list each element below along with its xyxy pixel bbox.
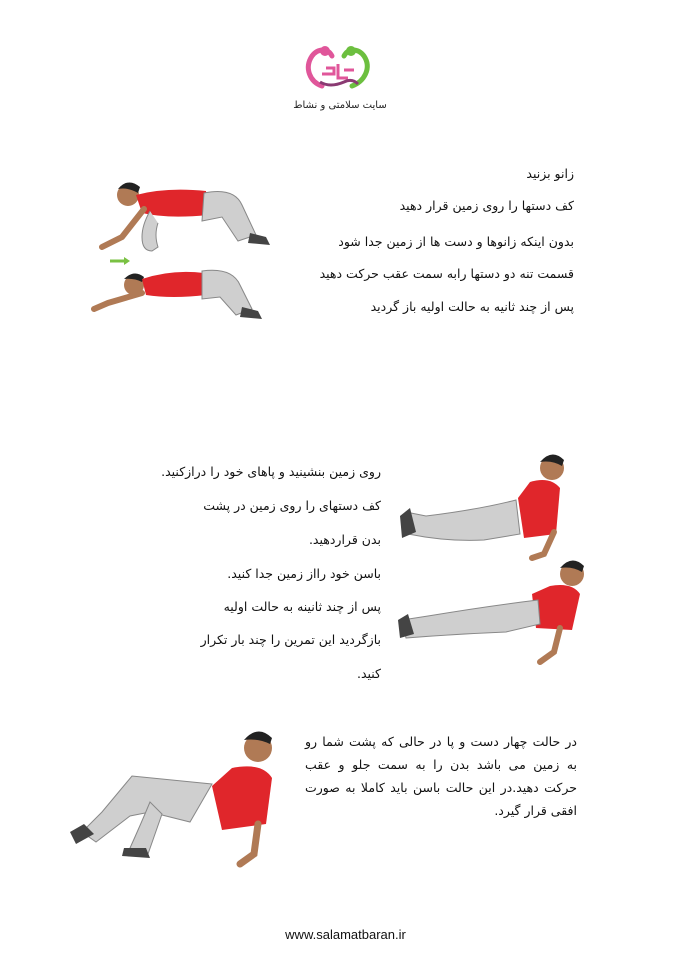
seated-figure-lower bbox=[398, 560, 584, 662]
site-tagline: سایت سلامتی و نشاط bbox=[293, 100, 387, 111]
section2-line-1: روی زمین بنشینید و پاهای خود را درازکنید. bbox=[161, 464, 381, 479]
section3-paragraph: در حالت چهار دست و پا در حالی که پشت شما رو به زمین می باشد بدن را به سمت جلو و عقب حرکت دهید.در این حالت باسن باید کاملا به صورت افقی قرار گیرد. bbox=[305, 734, 577, 818]
seated-hip-lift-illustration bbox=[384, 452, 596, 674]
salamatbaran-logo-icon bbox=[292, 42, 384, 98]
reverse-tabletop-illustration bbox=[62, 728, 294, 878]
kneeling-stretch-illustration bbox=[84, 175, 284, 335]
section1-line-2: کف دستها را روی زمین قرار دهید bbox=[399, 198, 574, 213]
section2-line-7: کنید. bbox=[356, 666, 381, 681]
seated-figure-upper bbox=[400, 454, 564, 558]
section1-line-1: زانو بزنید bbox=[526, 166, 574, 181]
section1-line-4: قسمت تنه دو دستها رابه سمت عقب حرکت دهید bbox=[319, 266, 574, 281]
kneeling-figure-upper bbox=[102, 182, 270, 251]
section2-line-5: پس از چند ثانینه به حالت اولیه bbox=[223, 599, 381, 614]
section2-line-2: کف دستهای را روی زمین در پشت bbox=[203, 498, 381, 513]
kneeling-figure-lower bbox=[94, 270, 262, 319]
section2-line-3: بدن قراردهید. bbox=[308, 532, 381, 547]
footer-url[interactable]: www.salamatbaran.ir bbox=[285, 927, 406, 942]
section2-line-6: بازگردید این تمرین را چند بار تکرار bbox=[200, 632, 381, 647]
section1-line-3: بدون اینکه زانوها و دست ها از زمین جدا شود bbox=[338, 234, 574, 249]
section2-line-4: باسن خود رااز زمین جدا کنید. bbox=[227, 566, 381, 581]
section1-line-5: پس از چند ثانیه به حالت اولیه باز گردید bbox=[370, 299, 574, 314]
